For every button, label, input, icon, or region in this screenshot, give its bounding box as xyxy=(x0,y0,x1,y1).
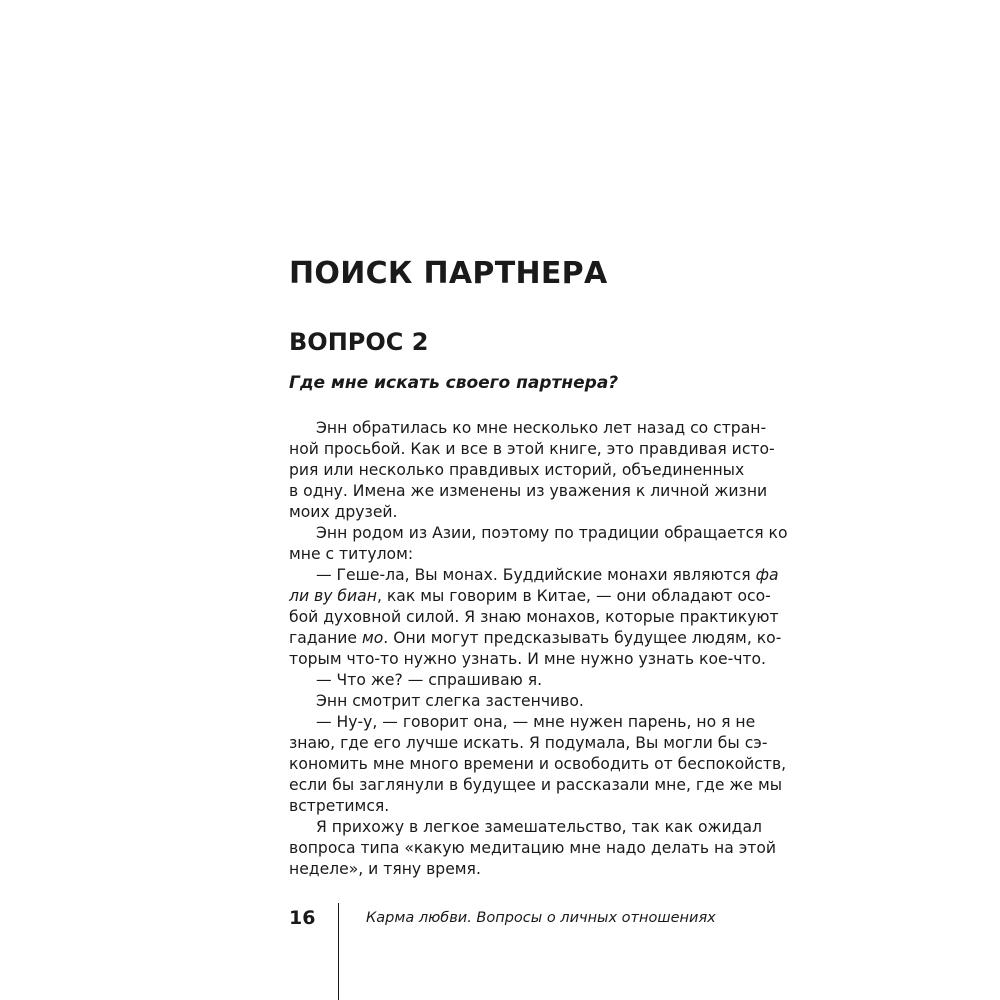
body-text-run: — Геше-ла, Вы монах. Буддийские монахи являются xyxy=(316,566,756,584)
body-line: моих друзей. xyxy=(289,503,398,521)
body-line: неделе», и тяну время. xyxy=(289,860,481,878)
body-line: — Что же? — спрашиваю я. xyxy=(316,671,543,689)
body-text xyxy=(289,418,788,880)
body-line xyxy=(289,565,779,586)
italic-term: ли ву биан xyxy=(289,587,377,605)
question-text: Где мне искать своего партнера? xyxy=(289,373,619,393)
body-line: встретимся. xyxy=(289,797,390,815)
body-line: торым что-то нужно узнать. И мне нужно узнать кое-что. xyxy=(289,650,766,668)
body-line: знаю, где его лучше искать. Я подумала, Вы могли бы сэ- xyxy=(289,734,768,752)
body-text-run: гадание xyxy=(289,629,362,647)
body-line: Энн смотрит слегка застенчиво. xyxy=(316,692,584,710)
body-line: в одну. Имена же изменены из уважения к личной жизни xyxy=(289,482,768,500)
body-line xyxy=(289,586,771,607)
footer-divider xyxy=(338,903,339,1000)
body-text-run: , как мы говорим в Китае, — они обладают осо- xyxy=(376,587,771,605)
italic-term: фа xyxy=(755,566,779,584)
page-number: 16 xyxy=(289,907,316,929)
running-title: Карма любви. Вопросы о личных отношениях xyxy=(366,910,716,926)
question-heading: ВОПРОС 2 xyxy=(289,328,429,356)
body-line: Я прихожу в легкое замешательство, так как ожидал xyxy=(316,818,762,836)
italic-term: мо xyxy=(361,629,384,647)
body-line: ной просьбой. Как и все в этой книге, это правдивая исто- xyxy=(289,440,775,458)
body-line xyxy=(289,628,782,649)
body-line: Энн обратилась ко мне несколько лет назад со стран- xyxy=(316,419,767,437)
body-line: бой духовной силой. Я знаю монахов, которые практикуют xyxy=(289,608,779,626)
chapter-title: ПОИСК ПАРТНЕРА xyxy=(289,256,608,291)
body-line: кономить мне много времени и освободить от беспокойств, xyxy=(289,755,787,773)
body-line: если бы заглянули в будущее и рассказали мне, где же мы xyxy=(289,776,783,794)
body-line: вопроса типа «какую медитацию мне надо делать на этой xyxy=(289,839,777,857)
body-line: мне с титулом: xyxy=(289,545,414,563)
body-line: рия или несколько правдивых историй, объединенных xyxy=(289,461,745,479)
body-line: — Ну-у, — говорит она, — мне нужен парень, но я не xyxy=(316,713,756,731)
body-text-run: . Они могут предсказывать будущее людям, ко- xyxy=(383,629,782,647)
body-line: Энн родом из Азии, поэтому по традиции обращается ко xyxy=(316,524,788,542)
